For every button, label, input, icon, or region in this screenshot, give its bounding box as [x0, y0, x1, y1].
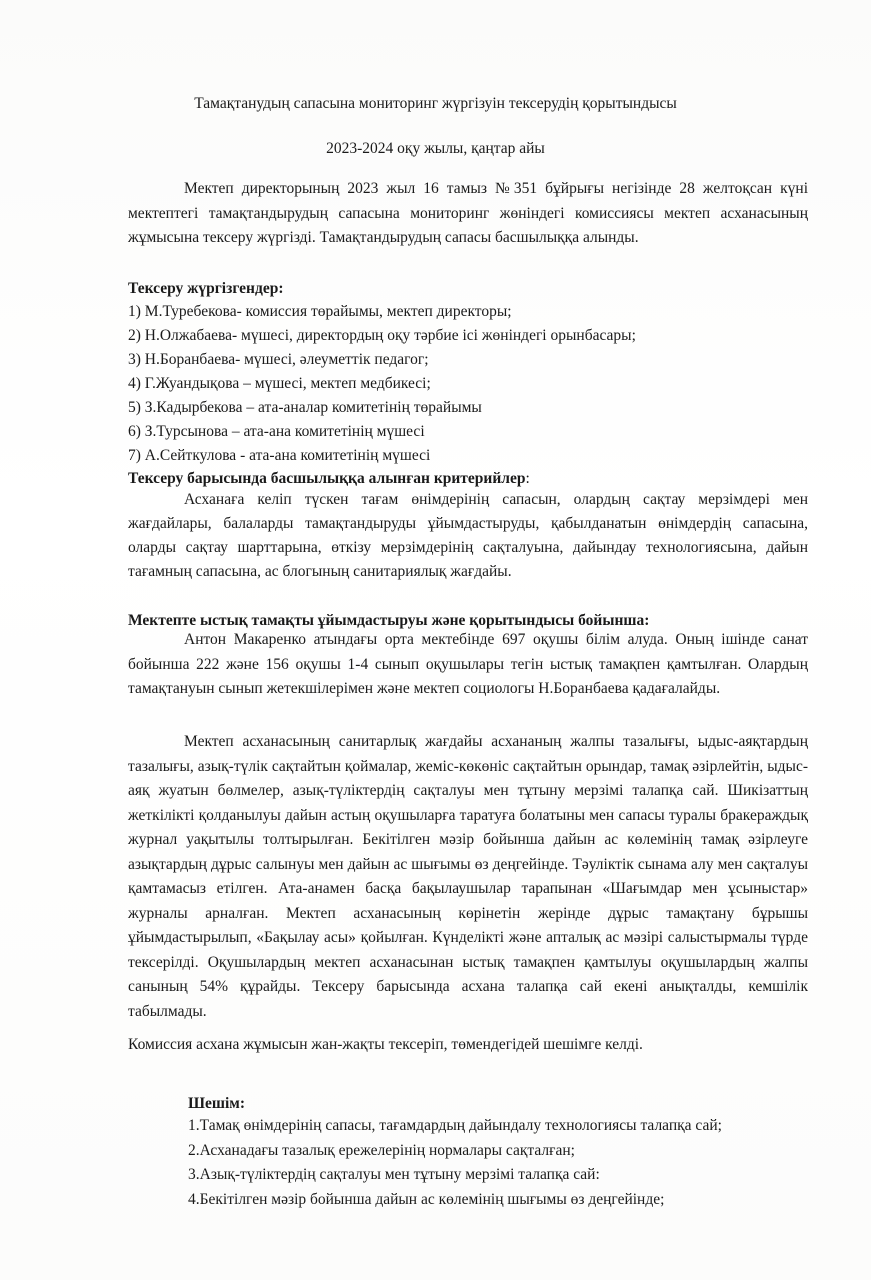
hot-meals-heading: Мектепте ыстық тамақты ұйымдастыруы және қорытындысы бойынша:	[128, 612, 650, 629]
criteria-colon: :	[525, 470, 530, 487]
inspector-item: 1) М.Туребекова- комиссия төрайымы, мектеп директоры;	[128, 303, 512, 320]
hot-meals-paragraph-2: Мектеп асханасының санитарлық жағдайы асхананың жалпы тазалығы, ыдыс-аяқтардың тазалығы, азық-түлік сақтайтын қоймалар, жеміс-көкөніс сақтайтын орындар, тамақ әзірлейтін, ыдыс-аяқ жуатын бөлмелер, азық-түліктердің сақталуы мен тұтыну мерзімі талапқа сай. Шикізаттың жеткілікті қолданылуы дайын астың оқушыларға таратуға болатыны мен сапасы туралы бракераждық журнал уақытылы толтырылған. Бекітілген мәзір бойынша дайын ас көлемінің тамақ әзірлеуге азықтардың дұрыс салынуы мен дайын ас шығымы өз деңгейінде. Тәуліктік сынама алу мен сақталуы қамтамасыз етілген. Ата-анамен басқа бақылаушылар тарапынан «Шағымдар мен ұсыныстар» журналы арналған. Мектеп асханасының көрінетін жерінде дұрыс тамақтану бұрышы ұйымдастырылып, «Бақылау асы» қойылған. Күнделікті және апталық ас мәзірі салыстырмалы түрде тексерілді. Оқушылардың мектеп асханасынан ыстық тамақпен қамтылуы оқушылардың жалпы санының 54% құрайды. Тексеру барысында асхана талапқа сай екені анықталды, кемшілік табылмады.	[128, 733, 808, 1020]
commission-paragraph: Комиссия асхана жұмысын жан-жақты тексеріп, төмендегідей шешімге келді.	[128, 1036, 643, 1053]
inspector-item: 6) З.Турсынова – ата-ана комитетінің мүшесі	[128, 423, 425, 440]
criteria-heading: Тексеру барысында басшылыққа алынған критерийлер	[128, 470, 526, 487]
inspector-item: 5) З.Кадырбекова – ата-аналар комитетінің төрайымы	[128, 399, 482, 416]
inspector-item: 4) Г.Жуандықова – мүшесі, мектеп медбикесі;	[128, 375, 431, 392]
criteria-paragraph: Асханаға келіп түскен тағам өнімдерінің сапасын, олардың сақтау мерзімдері мен жағдайлары, балаларды тамақтандыруды ұйымдастыруды, қабылданатын өнімдердің сапасына, оларды сақтау шарттарына, өткізу мерзімдерінің сақталуына, дайындау технологиясына, дайын тағамның сапасына, ас блогының санитариялық жағдайы.	[128, 491, 808, 580]
decision-item: 1.Тамақ өнімдерінің сапасы, тағамдардың дайындалу технологиясы талапқа сай;	[188, 1117, 722, 1134]
inspectors-list	[128, 300, 808, 468]
hot-meals-paragraph-1: Антон Макаренко атындағы орта мектебінде 697 оқушы білім алуда. Оның ішінде санат бойынша 222 және 156 оқушы 1-4 сынып оқушылары тегін ыстық тамақпен қамтылған. Олардың тамақтануын сынып жетекшілерімен және мектеп социологы Н.Боранбаева қадағалайды.	[128, 631, 808, 697]
criteria-heading-line	[128, 468, 808, 490]
inspector-item: 3) Н.Боранбаева- мүшесі, әлеуметтік педагог;	[128, 351, 429, 368]
document-title: Тамақтанудың сапасына мониторинг жүргізуін тексерудің қорытындысы	[194, 95, 677, 112]
intro-paragraph: Мектеп директорының 2023 жыл 16 тамыз №351 бұйрығы негізінде 28 желтоқсан күні мектептегі тамақтандырудың сапасына мониторинг жөніндегі комиссиясы мектеп асханасының жұмысына тексеру жүргізді. Тамақтандырудың сапасы басшылыққа алынды.	[128, 180, 808, 246]
decision-item: 2.Асханадағы тазалық ережелерінің нормалары сақталған;	[188, 1141, 575, 1159]
decision-item: 3.Азық-түліктердің сақталуы мен тұтыну мерзімі талапқа сай:	[188, 1166, 600, 1183]
decision-item: 4.Бекітілген мәзір бойынша дайын ас көлемінің шығымы өз деңгейінде;	[188, 1190, 665, 1208]
inspector-item: 2) Н.Олжабаева- мүшесі, директордың оқу тәрбие ісі жөніндегі орынбасары;	[128, 327, 636, 344]
decision-heading: Шешім:	[188, 1095, 246, 1112]
inspectors-heading: Тексеру жүргізгендер:	[128, 280, 284, 297]
decisions-list	[188, 1114, 808, 1212]
document-subtitle: 2023-2024 оқу жылы, қаңтар айы	[326, 140, 545, 157]
inspector-item: 7) А.Сейткулова - ата-ана комитетінің мүшесі	[128, 447, 431, 464]
